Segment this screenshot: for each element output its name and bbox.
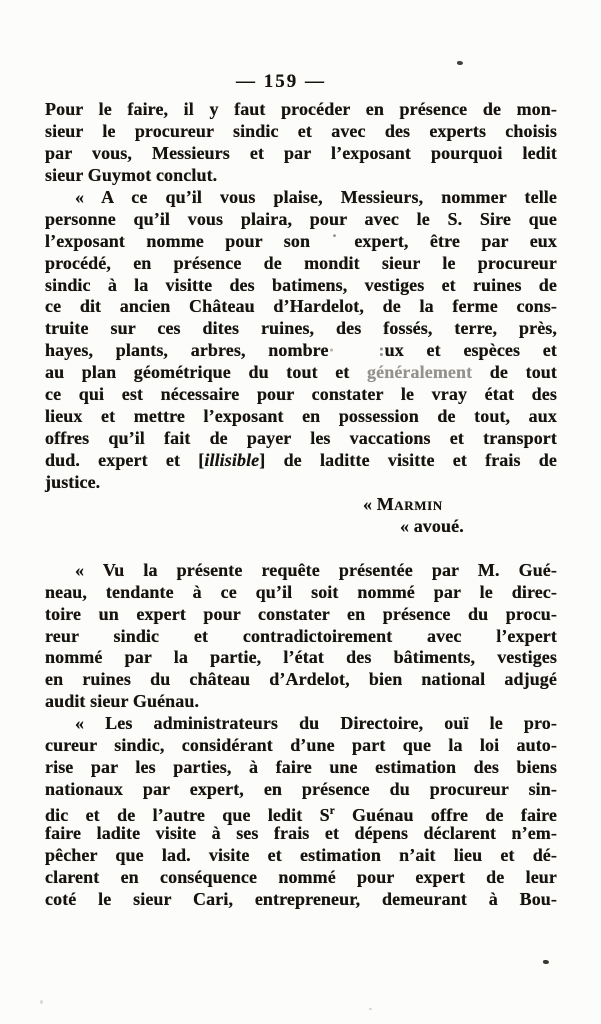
ink-speck xyxy=(457,61,463,65)
text-run: rise par les parties, à faire une estimation des biens xyxy=(45,757,557,778)
text-line xyxy=(45,253,557,275)
text-run: ] de laditte visitte et frais de xyxy=(259,450,557,470)
text-line xyxy=(45,143,557,165)
text-line xyxy=(45,209,557,231)
text-run: hayes, plants, arbres, nombre xyxy=(45,340,329,361)
text-run: dic et de l’autre que ledit S xyxy=(45,805,330,825)
text-line xyxy=(45,472,557,494)
text-line xyxy=(45,691,557,713)
text-line xyxy=(45,669,557,691)
text-run: ˙ xyxy=(331,230,355,251)
paragraph-requete xyxy=(45,187,557,494)
text-run: sindic à la visitte des batimens, vestiges et ruines de xyxy=(45,274,557,295)
text-run: toire un expert pour constater en présence du procu- xyxy=(45,603,557,624)
text-line xyxy=(45,713,557,735)
text-line xyxy=(45,450,557,472)
text-line xyxy=(45,823,557,845)
text-line xyxy=(45,275,557,297)
blank-line xyxy=(45,538,557,560)
ink-speck xyxy=(369,1008,372,1010)
text-run: reur sindic et contradictoirement avec l’expert xyxy=(45,625,557,646)
text-run: faire ladite visite à ses frais et dépens déclarent n’em- xyxy=(45,822,557,843)
text-line xyxy=(45,647,557,669)
text-line xyxy=(45,582,557,604)
signature-name xyxy=(45,494,557,516)
ink-speck xyxy=(543,960,549,964)
text-run: l’exposant nomme pour son xyxy=(45,230,332,251)
text-line xyxy=(45,626,557,648)
text-run: généralement xyxy=(367,362,473,383)
faded-text-gap: · xyxy=(328,340,335,361)
text-run: « Les administrateurs du Directoire, ouï le pro- xyxy=(75,713,557,734)
text-run: sieur Guymot conclut. xyxy=(45,164,218,185)
signature-title xyxy=(45,516,557,538)
ink-speck xyxy=(40,1000,43,1004)
text-run: audit sieur Guénau. xyxy=(45,691,200,712)
text-line xyxy=(45,845,557,867)
text-run: Guénau offre de faire xyxy=(334,805,558,825)
text-line xyxy=(45,757,557,779)
text-run: par vous, Messieurs et par l’exposant pourquoi ledit xyxy=(45,142,557,163)
text-run: procédé, en présence de mondit sieur le procureur xyxy=(45,252,557,273)
text-line xyxy=(45,406,557,428)
text-run: r xyxy=(329,805,335,817)
text-run: dud. expert et [ xyxy=(45,450,205,470)
text-line xyxy=(45,779,557,801)
text-line xyxy=(45,889,557,911)
text-run: ce dit ancien Château d’Hardelot, de la ferme cons- xyxy=(45,296,557,317)
text-line xyxy=(45,384,557,406)
text-line xyxy=(45,428,557,450)
text-run: nationaux par expert, en présence du procureur sin- xyxy=(45,779,557,800)
text-run: offres qu’il fait de payer les vaccations et transport xyxy=(45,428,557,449)
text-run: expert, être par eux xyxy=(354,230,557,251)
text-line xyxy=(45,231,557,253)
paragraph-administrateurs xyxy=(45,713,557,910)
text-run: ce qui est nécessaire pour constater le vray état des xyxy=(45,384,557,405)
text-line xyxy=(45,735,557,757)
text-run: « avoué. xyxy=(400,515,464,536)
text-run: illisible xyxy=(204,450,260,470)
text-run: Marmin xyxy=(376,493,443,514)
text-run: « Vu la présente requête présentée par M. Gué- xyxy=(75,559,557,580)
text-run: lieux et mettre l’exposant en possession de tout, aux xyxy=(45,406,557,427)
page-text xyxy=(45,99,557,911)
spacer-line xyxy=(45,538,557,560)
text-line xyxy=(45,318,557,340)
text-run: ux et espèces et xyxy=(384,340,557,361)
text-run: « xyxy=(363,493,377,514)
text-run: de tout xyxy=(472,362,557,383)
text-run: clarent en conséquence nommé pour expert de leur xyxy=(45,866,557,887)
page-number-header: — 159 — xyxy=(236,71,326,92)
text-run: en ruines du château d’Ardelot, bien national adjugé xyxy=(45,669,557,690)
text-run: au plan géométrique du tout et xyxy=(45,362,368,383)
text-run: truite sur ces dites ruines, des fossés, terre, près, xyxy=(45,318,557,339)
text-run: « A ce qu’il vous plaise, Messieurs, nommer telle xyxy=(75,186,557,207)
text-run: justice. xyxy=(45,471,101,492)
signature-block xyxy=(45,494,557,538)
paragraph-vu-la-requete xyxy=(45,560,557,714)
text-run xyxy=(45,538,50,558)
text-line xyxy=(45,121,557,143)
text-run: sieur le procureur sindic et avec des experts choisis xyxy=(45,120,557,141)
text-run: nommé par la partie, l’état des bâtiments, vestiges xyxy=(45,647,557,668)
text-line xyxy=(45,296,557,318)
text-line xyxy=(45,165,557,187)
text-line xyxy=(45,187,557,209)
text-line xyxy=(45,362,557,384)
text-run: : xyxy=(378,340,385,361)
text-line xyxy=(45,340,557,362)
text-line xyxy=(45,801,557,823)
text-run: personne qu’il vous plaira, pour avec le S. Sire que xyxy=(45,208,557,229)
text-run: coté le sieur Cari, entrepreneur, demeurant à Bou- xyxy=(45,888,557,909)
text-run: pêcher que lad. visite et estimation n’ait lieu et dé- xyxy=(45,844,557,865)
text-run: neau, tendante à ce qu’il soit nommé par le direc- xyxy=(45,581,557,602)
text-line xyxy=(45,99,557,121)
text-line xyxy=(45,560,557,582)
text-line xyxy=(45,604,557,626)
paragraph-continuation xyxy=(45,99,557,187)
text-run: Pour le faire, il y faut procéder en présence de mon- xyxy=(45,99,557,119)
text-line xyxy=(45,867,557,889)
text-run: cureur sindic, considérant d’une part que la loi auto- xyxy=(45,735,557,756)
